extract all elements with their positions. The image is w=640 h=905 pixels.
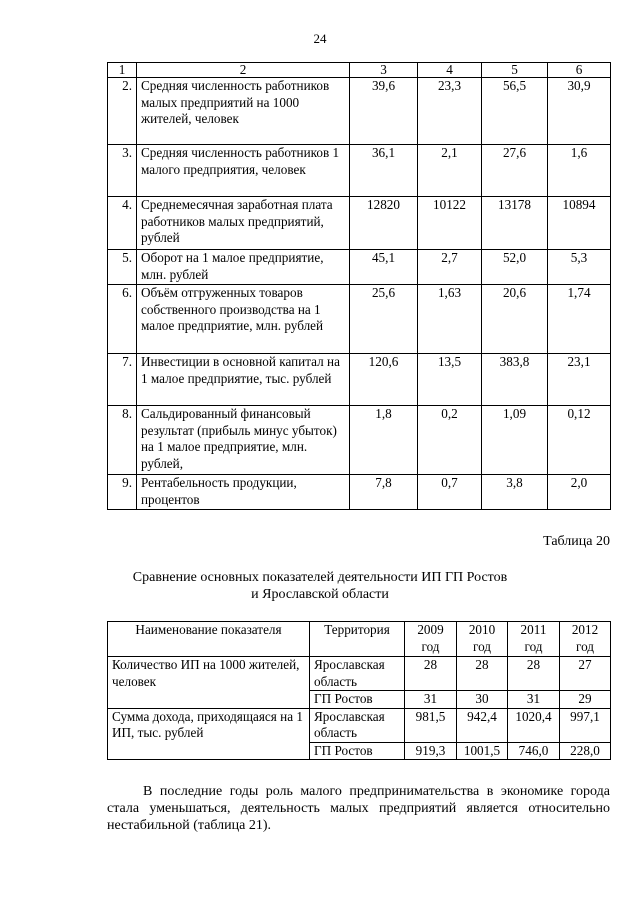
value-cell: 27,6 — [482, 145, 548, 197]
value-cell: 10894 — [548, 197, 611, 250]
header-cell: Наименование показателя — [108, 622, 310, 657]
value-cell: 5,3 — [548, 250, 611, 285]
value-cell: 29 — [560, 691, 611, 709]
value-cell: 13,5 — [418, 354, 482, 406]
row-name: Инвестиции в основной капитал на 1 малое предприятие, тыс. рублей — [137, 354, 350, 406]
value-cell: 31 — [405, 691, 457, 709]
indicator-name: Сумма дохода, приходящаяся на 1 ИП, тыс. рублей — [108, 708, 310, 760]
header-cell — [508, 622, 560, 657]
value-cell: 1020,4 — [508, 708, 560, 742]
value-cell: 28 — [508, 657, 560, 691]
value-cell: 120,6 — [350, 354, 418, 406]
value-cell: 383,8 — [482, 354, 548, 406]
table-row — [108, 197, 611, 250]
value-cell: 30,9 — [548, 78, 611, 145]
value-cell: 942,4 — [457, 708, 508, 742]
value-cell: 23,3 — [418, 78, 482, 145]
value-cell: 52,0 — [482, 250, 548, 285]
row-name: Объём отгруженных товаров собственного производства на 1 малое предприятие, млн. рублей — [137, 285, 350, 354]
value-cell: 2,1 — [418, 145, 482, 197]
value-cell: 45,1 — [350, 250, 418, 285]
row-number: 4. — [108, 197, 137, 250]
page-number: 24 — [313, 31, 327, 46]
value-cell: 1,63 — [418, 285, 482, 354]
value-cell: 3,8 — [482, 475, 548, 510]
indicator-name: Количество ИП на 1000 жителей, человек — [108, 657, 310, 709]
row-number: 9. — [108, 475, 137, 510]
row-number: 2. — [108, 78, 137, 145]
year-suffix: год — [524, 638, 543, 654]
comparison-table — [107, 621, 611, 760]
value-cell: 30 — [457, 691, 508, 709]
year-suffix: год — [472, 638, 491, 654]
year-label: 2012 — [571, 622, 599, 637]
value-cell: 28 — [457, 657, 508, 691]
table-row — [108, 145, 611, 197]
table-row — [108, 475, 611, 510]
value-cell: 12820 — [350, 197, 418, 250]
body-paragraph — [107, 783, 610, 834]
year-label: 2009 — [417, 622, 444, 637]
header-cell — [457, 622, 508, 657]
value-cell: 31 — [508, 691, 560, 709]
value-cell: 0,2 — [418, 406, 482, 475]
header-cell: 4 — [418, 63, 482, 78]
value-cell: 27 — [560, 657, 611, 691]
value-cell: 746,0 — [508, 742, 560, 760]
row-number: 7. — [108, 354, 137, 406]
header-cell — [405, 622, 457, 657]
row-name: Средняя численность работников малых предприятий на 1000 жителей, человек — [137, 78, 350, 145]
indicators-table — [107, 62, 611, 510]
table-row — [108, 708, 611, 742]
table-row — [108, 78, 611, 145]
value-cell: 39,6 — [350, 78, 418, 145]
header-cell — [560, 622, 611, 657]
value-cell: 919,3 — [405, 742, 457, 760]
value-cell: 1,74 — [548, 285, 611, 354]
territory-cell: Ярославская область — [310, 657, 405, 691]
header-cell: 2 — [137, 63, 350, 78]
value-cell: 7,8 — [350, 475, 418, 510]
value-cell: 0,12 — [548, 406, 611, 475]
table-title-line: и Ярославской области — [251, 587, 389, 602]
value-cell: 36,1 — [350, 145, 418, 197]
table-row — [108, 406, 611, 475]
table-row — [108, 657, 611, 691]
value-cell: 1,09 — [482, 406, 548, 475]
value-cell: 981,5 — [405, 708, 457, 742]
year-label: 2010 — [468, 622, 496, 637]
row-number: 8. — [108, 406, 137, 475]
table-header-row — [108, 622, 611, 657]
year-label: 2011 — [520, 622, 547, 637]
year-suffix: год — [575, 638, 594, 654]
value-cell: 1,6 — [548, 145, 611, 197]
header-cell: 5 — [482, 63, 548, 78]
value-cell: 13178 — [482, 197, 548, 250]
value-cell: 0,7 — [418, 475, 482, 510]
table-row — [108, 285, 611, 354]
row-name: Средняя численность работников 1 малого предприятия, человек — [137, 145, 350, 197]
value-cell: 2,7 — [418, 250, 482, 285]
header-cell: 3 — [350, 63, 418, 78]
value-cell: 28 — [405, 657, 457, 691]
value-cell: 1,8 — [350, 406, 418, 475]
territory-cell: Ярославская область — [310, 708, 405, 742]
row-number: 3. — [108, 145, 137, 197]
table-row — [108, 250, 611, 285]
header-cell: Территория — [310, 622, 405, 657]
row-name: Рентабельность продукции, процентов — [137, 475, 350, 510]
row-name: Сальдированный финансовый результат (прибыль минус убыток) на 1 малое предприятие, млн. рублей, — [137, 406, 350, 475]
table-row — [108, 354, 611, 406]
value-cell: 10122 — [418, 197, 482, 250]
value-cell: 228,0 — [560, 742, 611, 760]
table-title-line: Сравнение основных показателей деятельности ИП ГП Ростов — [132, 570, 508, 585]
header-cell: 1 — [108, 63, 137, 78]
value-cell: 20,6 — [482, 285, 548, 354]
value-cell: 23,1 — [548, 354, 611, 406]
year-suffix: год — [421, 638, 440, 654]
paragraph-text: В последние годы роль малого предпринимательства в экономике города стала уменьшаться, деятельность малых предприятий является относительно нестабильной (таблица 21). — [107, 784, 610, 833]
table-header-row — [108, 63, 611, 78]
table-label: Таблица 20 — [543, 534, 610, 549]
value-cell: 56,5 — [482, 78, 548, 145]
header-cell: 6 — [548, 63, 611, 78]
row-number: 5. — [108, 250, 137, 285]
value-cell: 25,6 — [350, 285, 418, 354]
row-name: Среднемесячная заработная плата работников малых предприятий, рублей — [137, 197, 350, 250]
value-cell: 1001,5 — [457, 742, 508, 760]
row-number: 6. — [108, 285, 137, 354]
table-title — [0, 569, 640, 603]
territory-cell: ГП Ростов — [310, 742, 405, 760]
territory-cell: ГП Ростов — [310, 691, 405, 709]
row-name: Оборот на 1 малое предприятие, млн. рублей — [137, 250, 350, 285]
value-cell: 997,1 — [560, 708, 611, 742]
value-cell: 2,0 — [548, 475, 611, 510]
